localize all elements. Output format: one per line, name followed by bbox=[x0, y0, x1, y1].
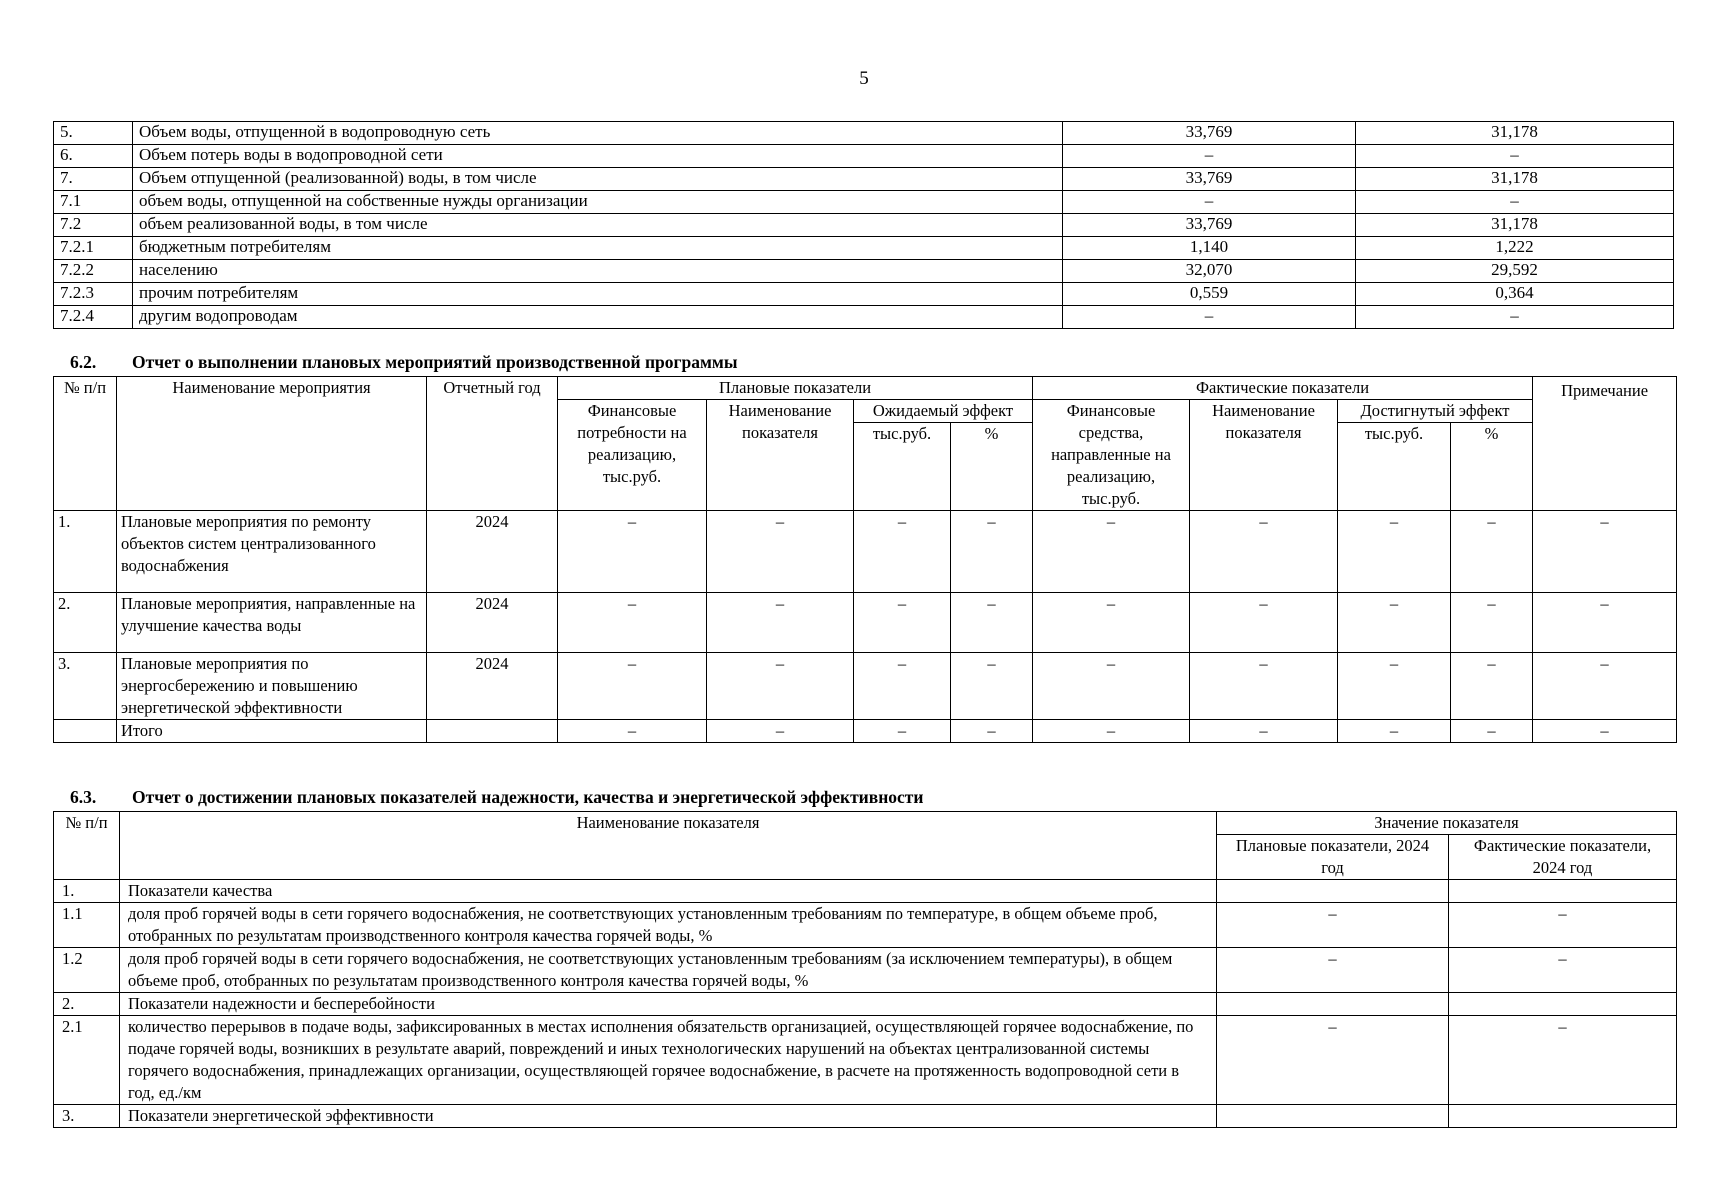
row-name: Плановые мероприятия по энергосбережению и повышению энергетической эффективности bbox=[117, 653, 427, 720]
fact-value: 1,222 bbox=[1356, 237, 1674, 260]
row-name: бюджетным потребителям bbox=[133, 237, 1063, 260]
dash-cell: – bbox=[1533, 720, 1677, 743]
row-name: Итого bbox=[117, 720, 427, 743]
plan-value: – bbox=[1217, 903, 1449, 948]
row-name: доля проб горячей воды в сети горячего водоснабжения, не соответствующих установленным требованиям (за исключением температуры), в общем объеме проб, отобранных по результатам производственного контроля качества горячей воды, % bbox=[120, 948, 1217, 993]
plan-value: 33,769 bbox=[1063, 168, 1356, 191]
dash-cell: – bbox=[558, 653, 707, 720]
row-year: 2024 bbox=[427, 593, 558, 653]
dash-cell: – bbox=[1190, 720, 1338, 743]
table-row bbox=[54, 260, 1674, 283]
section-number: 6.3. bbox=[70, 787, 97, 807]
table-row bbox=[54, 1016, 1677, 1105]
table-row bbox=[54, 168, 1674, 191]
section-6-3-heading bbox=[70, 787, 923, 808]
fact-value: – bbox=[1449, 1016, 1677, 1105]
dash-cell: – bbox=[854, 593, 951, 653]
row-name: населению bbox=[133, 260, 1063, 283]
table-row bbox=[54, 880, 1677, 903]
dash-cell: – bbox=[951, 720, 1033, 743]
row-number: 6. bbox=[54, 145, 133, 168]
production-program-table bbox=[53, 376, 1677, 743]
dash-cell: – bbox=[1451, 653, 1533, 720]
row-name: объем воды, отпущенной на собственные нужды организации bbox=[133, 191, 1063, 214]
dash-cell: – bbox=[1190, 593, 1338, 653]
fact-value: 31,178 bbox=[1356, 122, 1674, 145]
dash-cell: – bbox=[1451, 511, 1533, 593]
header-fact-ind: Наименование показателя bbox=[1190, 400, 1338, 511]
plan-value: 33,769 bbox=[1063, 214, 1356, 237]
header-plan-rub: тыс.руб. bbox=[854, 423, 951, 511]
table-row bbox=[54, 283, 1674, 306]
dash-cell: – bbox=[951, 593, 1033, 653]
header-fact: Фактические показатели, 2024 год bbox=[1449, 835, 1677, 880]
row-number: 7.1 bbox=[54, 191, 133, 214]
row-name: количество перерывов в подаче воды, зафиксированных в местах исполнения обязательств организацией, осуществляющей горячее водоснабжение, по подаче горячей воды, возникших в результате аварий, повреждений и иных технологических нарушений на объектах централизованной системы горячего водоснабжения, принадлежащих организации, осуществляющей горячее водоснабжение, в расчете на протяженность водопроводной сети в год, ед./км bbox=[120, 1016, 1217, 1105]
table-row bbox=[54, 214, 1674, 237]
plan-value: – bbox=[1063, 145, 1356, 168]
dash-cell: – bbox=[1451, 720, 1533, 743]
table-row bbox=[54, 1105, 1677, 1128]
dash-cell: – bbox=[707, 653, 854, 720]
row-year: 2024 bbox=[427, 653, 558, 720]
dash-cell: – bbox=[707, 720, 854, 743]
table-row bbox=[54, 903, 1677, 948]
dash-cell: – bbox=[707, 511, 854, 593]
row-number: 3. bbox=[54, 1105, 120, 1128]
header-name: Наименование показателя bbox=[120, 812, 1217, 880]
table-row bbox=[54, 948, 1677, 993]
table-row bbox=[54, 145, 1674, 168]
dash-cell: – bbox=[854, 720, 951, 743]
dash-cell: – bbox=[558, 511, 707, 593]
fact-value: – bbox=[1449, 903, 1677, 948]
dash-cell: – bbox=[951, 511, 1033, 593]
table-row bbox=[54, 593, 1677, 653]
header-fact-rub: тыс.руб. bbox=[1338, 423, 1451, 511]
row-year bbox=[427, 720, 558, 743]
plan-value bbox=[1217, 993, 1449, 1016]
fact-value bbox=[1449, 1105, 1677, 1128]
plan-value: 1,140 bbox=[1063, 237, 1356, 260]
table-row bbox=[54, 237, 1674, 260]
reliability-indicators-table bbox=[53, 811, 1677, 1128]
header-year: Отчетный год bbox=[427, 377, 558, 511]
water-volume-table bbox=[53, 121, 1674, 329]
row-name: другим водопроводам bbox=[133, 306, 1063, 329]
header-plan-fin: Финансовые потребности на реализацию, тыс.руб. bbox=[558, 400, 707, 511]
table-row bbox=[54, 653, 1677, 720]
row-number: 2. bbox=[54, 593, 117, 653]
plan-value: – bbox=[1217, 948, 1449, 993]
dash-cell: – bbox=[1033, 511, 1190, 593]
row-number: 5. bbox=[54, 122, 133, 145]
row-name: Показатели энергетической эффективности bbox=[120, 1105, 1217, 1128]
dash-cell: – bbox=[1533, 593, 1677, 653]
dash-cell: – bbox=[558, 593, 707, 653]
dash-cell: – bbox=[1451, 593, 1533, 653]
dash-cell: – bbox=[1033, 653, 1190, 720]
row-name: доля проб горячей воды в сети горячего водоснабжения, не соответствующих установленным требованиям по температуре, в общем объеме проб, отобранных по результатам производственного контроля качества горячей воды, % bbox=[120, 903, 1217, 948]
fact-value: – bbox=[1449, 948, 1677, 993]
plan-value: 33,769 bbox=[1063, 122, 1356, 145]
dash-cell: – bbox=[1533, 511, 1677, 593]
row-number: 1. bbox=[54, 880, 120, 903]
header-plan: Плановые показатели, 2024 год bbox=[1217, 835, 1449, 880]
header-value-group: Значение показателя bbox=[1217, 812, 1677, 835]
row-name: Показатели надежности и бесперебойности bbox=[120, 993, 1217, 1016]
row-number: 7.2.1 bbox=[54, 237, 133, 260]
dash-cell: – bbox=[558, 720, 707, 743]
header-plan-group: Плановые показатели bbox=[558, 377, 1033, 400]
header-fact-group: Фактические показатели bbox=[1033, 377, 1533, 400]
table-row bbox=[54, 122, 1674, 145]
row-name: Объем воды, отпущенной в водопроводную сеть bbox=[133, 122, 1063, 145]
row-number: 2.1 bbox=[54, 1016, 120, 1105]
dash-cell: – bbox=[1033, 593, 1190, 653]
table-row bbox=[54, 511, 1677, 593]
row-name: Объем потерь воды в водопроводной сети bbox=[133, 145, 1063, 168]
section-title: Отчет о достижении плановых показателей надежности, качества и энергетической эффективности bbox=[132, 787, 924, 807]
section-6-2-heading bbox=[70, 352, 737, 373]
dash-cell: – bbox=[1338, 511, 1451, 593]
row-number: 3. bbox=[54, 653, 117, 720]
dash-cell: – bbox=[1338, 720, 1451, 743]
row-number: 7.2.2 bbox=[54, 260, 133, 283]
row-number: 7.2 bbox=[54, 214, 133, 237]
header-note: Примечание bbox=[1533, 377, 1677, 511]
row-number: 1.2 bbox=[54, 948, 120, 993]
row-number: 7.2.4 bbox=[54, 306, 133, 329]
row-name: Объем отпущенной (реализованной) воды, в том числе bbox=[133, 168, 1063, 191]
row-number: 7.2.3 bbox=[54, 283, 133, 306]
header-name: Наименование мероприятия bbox=[117, 377, 427, 511]
table-row bbox=[54, 720, 1677, 743]
fact-value bbox=[1449, 993, 1677, 1016]
header-fact-pct: % bbox=[1451, 423, 1533, 511]
header-plan-pct: % bbox=[951, 423, 1033, 511]
fact-value bbox=[1449, 880, 1677, 903]
table-row bbox=[54, 191, 1674, 214]
dash-cell: – bbox=[854, 511, 951, 593]
section-title: Отчет о выполнении плановых мероприятий производственной программы bbox=[132, 352, 738, 372]
section-number: 6.2. bbox=[70, 352, 97, 372]
row-name: Показатели качества bbox=[120, 880, 1217, 903]
fact-value: 31,178 bbox=[1356, 168, 1674, 191]
row-number: 7. bbox=[54, 168, 133, 191]
dash-cell: – bbox=[1190, 511, 1338, 593]
header-fact-effect: Достигнутый эффект bbox=[1338, 400, 1533, 423]
dash-cell: – bbox=[1033, 720, 1190, 743]
dash-cell: – bbox=[1338, 653, 1451, 720]
dash-cell: – bbox=[707, 593, 854, 653]
fact-value: – bbox=[1356, 191, 1674, 214]
table-row bbox=[54, 306, 1674, 329]
page-number: 5 bbox=[859, 68, 869, 89]
row-year: 2024 bbox=[427, 511, 558, 593]
row-number: 2. bbox=[54, 993, 120, 1016]
row-name: Плановые мероприятия, направленные на улучшение качества воды bbox=[117, 593, 427, 653]
header-fact-fin: Финансовые средства, направленные на реализацию, тыс.руб. bbox=[1033, 400, 1190, 511]
plan-value: – bbox=[1063, 191, 1356, 214]
row-name: объем реализованной воды, в том числе bbox=[133, 214, 1063, 237]
plan-value: 32,070 bbox=[1063, 260, 1356, 283]
dash-cell: – bbox=[1190, 653, 1338, 720]
row-name: Плановые мероприятия по ремонту объектов систем централизованного водоснабжения bbox=[117, 511, 427, 593]
row-number: 1.1 bbox=[54, 903, 120, 948]
fact-value: 31,178 bbox=[1356, 214, 1674, 237]
fact-value: – bbox=[1356, 145, 1674, 168]
dash-cell: – bbox=[1338, 593, 1451, 653]
plan-value bbox=[1217, 880, 1449, 903]
header-num: № п/п bbox=[54, 812, 120, 880]
plan-value: – bbox=[1217, 1016, 1449, 1105]
dash-cell: – bbox=[1533, 653, 1677, 720]
plan-value: – bbox=[1063, 306, 1356, 329]
dash-cell: – bbox=[854, 653, 951, 720]
row-name: прочим потребителям bbox=[133, 283, 1063, 306]
fact-value: 0,364 bbox=[1356, 283, 1674, 306]
header-plan-ind: Наименование показателя bbox=[707, 400, 854, 511]
plan-value: 0,559 bbox=[1063, 283, 1356, 306]
dash-cell: – bbox=[951, 653, 1033, 720]
row-number bbox=[54, 720, 117, 743]
plan-value bbox=[1217, 1105, 1449, 1128]
fact-value: 29,592 bbox=[1356, 260, 1674, 283]
header-plan-effect: Ожидаемый эффект bbox=[854, 400, 1033, 423]
fact-value: – bbox=[1356, 306, 1674, 329]
header-num: № п/п bbox=[54, 377, 117, 511]
table-row bbox=[54, 993, 1677, 1016]
row-number: 1. bbox=[54, 511, 117, 593]
